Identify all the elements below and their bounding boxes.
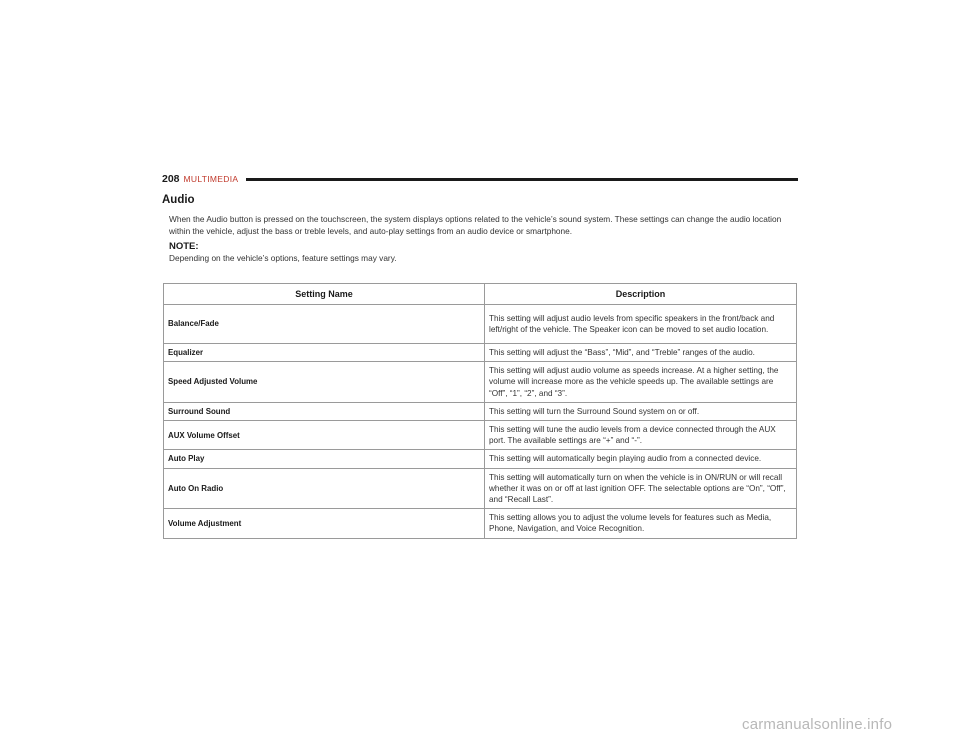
setting-name-cell: Speed Adjusted Volume (164, 362, 485, 403)
page-header (162, 172, 798, 186)
header-rule (246, 178, 798, 181)
watermark: carmanualsonline.info (742, 716, 893, 733)
description-cell: This setting will adjust audio volume as speeds increase. At a higher setting, the volume will increase more as the vehicle speeds up. The available settings are “Off”, “1”, “2”, and “3”. (485, 362, 797, 403)
settings-table (163, 283, 797, 539)
table-row (164, 468, 797, 509)
table-row (164, 509, 797, 538)
setting-name-cell: Equalizer (164, 344, 485, 362)
description-cell: This setting will tune the audio levels from a device connected through the AUX port. The available settings are “+” and “-”. (485, 421, 797, 450)
page-number: 208 (162, 173, 180, 185)
setting-name-cell: Balance/Fade (164, 305, 485, 344)
note-text: Depending on the vehicle’s options, feature settings may vary. (169, 253, 397, 263)
setting-name-cell: Surround Sound (164, 402, 485, 420)
description-cell: This setting will automatically begin playing audio from a connected device. (485, 450, 797, 468)
intro-paragraph: When the Audio button is pressed on the touchscreen, the system displays options related to the vehicle’s sound system. These settings can change the audio location within the vehicle, adjust the bass or treble levels, and auto-play settings from an audio device or smartphone. (169, 214, 782, 236)
column-header-setting-name: Setting Name (164, 284, 485, 305)
description-cell: This setting will automatically turn on when the vehicle is in ON/RUN or will recall whether it was on or off at last ignition OFF. The selectable options are “On”, “Off”, and “Recall Last”. (485, 468, 797, 509)
description-cell: This setting will adjust audio levels from specific speakers in the front/back and left/right of the vehicle. The Speaker icon can be moved to set audio location. (485, 305, 797, 344)
table-row (164, 344, 797, 362)
table-row (164, 402, 797, 420)
column-header-description: Description (485, 284, 797, 305)
setting-name-cell: Auto Play (164, 450, 485, 468)
table-row (164, 421, 797, 450)
table-header-row (164, 284, 797, 305)
table-row (164, 362, 797, 403)
description-cell: This setting allows you to adjust the volume levels for features such as Media, Phone, Navigation, and Voice Recognition. (485, 509, 797, 538)
setting-name-cell: Volume Adjustment (164, 509, 485, 538)
section-heading: Audio (162, 194, 195, 206)
table-row (164, 305, 797, 344)
setting-name-cell: AUX Volume Offset (164, 421, 485, 450)
table-row (164, 450, 797, 468)
setting-name-cell: Auto On Radio (164, 468, 485, 509)
description-cell: This setting will turn the Surround Sound system on or off. (485, 402, 797, 420)
note-label: NOTE: (169, 241, 199, 252)
section-title: MULTIMEDIA (183, 174, 239, 184)
description-cell: This setting will adjust the “Bass”, “Mid”, and “Treble” ranges of the audio. (485, 344, 797, 362)
